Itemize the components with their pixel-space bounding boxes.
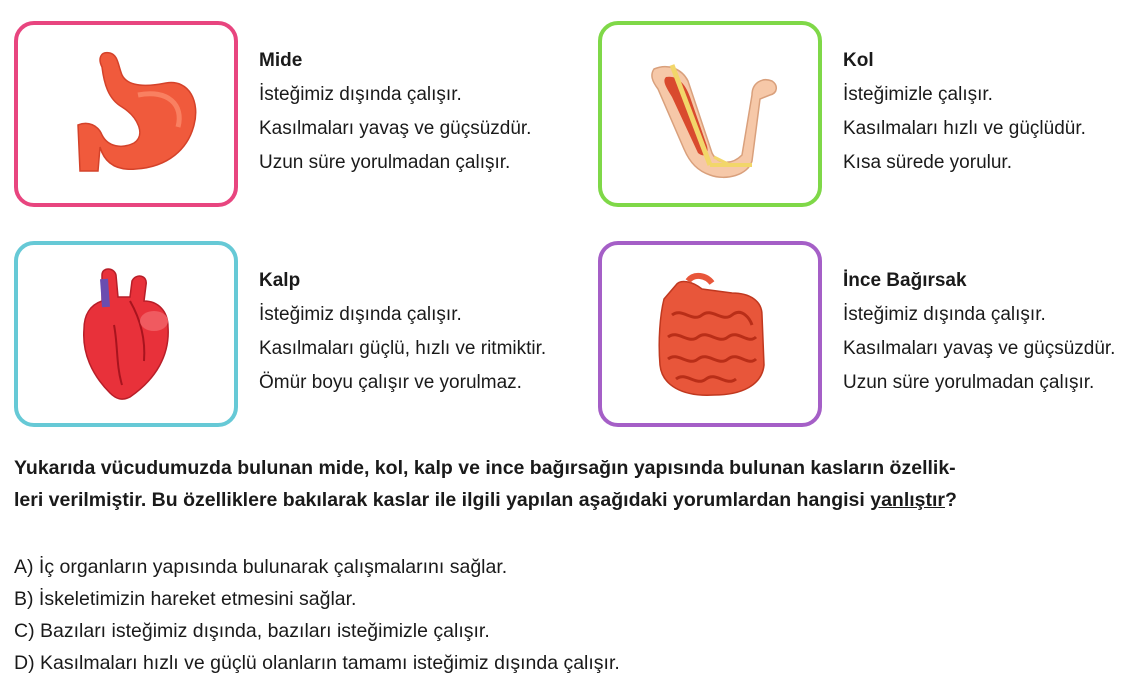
arm-icon <box>602 25 818 203</box>
option-b[interactable]: B) İskeletimizin hareket etmesini sağlar. <box>14 588 357 610</box>
card-line: Kısa sürede yorulur. <box>843 152 1012 173</box>
card-title: Kol <box>843 50 874 71</box>
heart-icon <box>18 245 234 423</box>
card-line: Kasılmaları güçlü, hızlı ve ritmiktir. <box>259 338 547 359</box>
card-line: İsteğimiz dışında çalışır. <box>259 84 462 105</box>
card-line: İsteğimizle çalışır. <box>843 84 993 105</box>
heart-info <box>259 264 549 400</box>
card-title: Kalp <box>259 270 301 291</box>
card-line: Uzun süre yorulmadan çalışır. <box>259 152 511 173</box>
card-line: Kasılmaları hızlı ve güçlüdür. <box>843 118 1086 139</box>
option-a[interactable]: A) İç organların yapısında bulunarak çalışmalarını sağlar. <box>14 556 508 578</box>
question-line-2 <box>14 484 1119 516</box>
question-line-2-start: leri verilmiştir. Bu özelliklere bakılarak kaslar ile ilgili yapılan aşağıdaki yorumlardan hangisi <box>14 489 871 511</box>
question-mark: ? <box>945 489 957 511</box>
answer-options <box>14 551 620 679</box>
heart-card <box>14 241 238 427</box>
card-line: İsteğimiz dışında çalışır. <box>843 304 1046 325</box>
stomach-icon <box>18 25 234 203</box>
card-line: Kasılmaları yavaş ve güçsüzdür. <box>259 118 532 139</box>
question-underlined-word: yanlıştır <box>870 489 946 511</box>
stomach-info <box>259 44 549 180</box>
card-line: İsteğimiz dışında çalışır. <box>259 304 462 325</box>
card-line: Kasılmaları yavaş ve güçsüzdür. <box>843 338 1116 359</box>
arm-card <box>598 21 822 207</box>
stomach-card <box>14 21 238 207</box>
arm-info <box>843 44 1130 180</box>
intestine-info <box>843 264 1130 400</box>
option-c[interactable]: C) Bazıları isteğimiz dışında, bazıları isteğimizle çalışır. <box>14 620 490 642</box>
card-line: Ömür boyu çalışır ve yorulmaz. <box>259 372 522 393</box>
question-text <box>14 452 1119 516</box>
question-line-1: Yukarıda vücudumuzda bulunan mide, kol, kalp ve ince bağırsağın yapısında bulunan kasların özellik- <box>14 457 956 479</box>
intestine-icon <box>602 245 818 423</box>
card-title: İnce Bağırsak <box>843 270 967 291</box>
card-title: Mide <box>259 50 303 71</box>
card-line: Uzun süre yorulmadan çalışır. <box>843 372 1095 393</box>
option-d[interactable]: D) Kasılmaları hızlı ve güçlü olanların tamamı isteğimiz dışında çalışır. <box>14 652 620 674</box>
intestine-card <box>598 241 822 427</box>
